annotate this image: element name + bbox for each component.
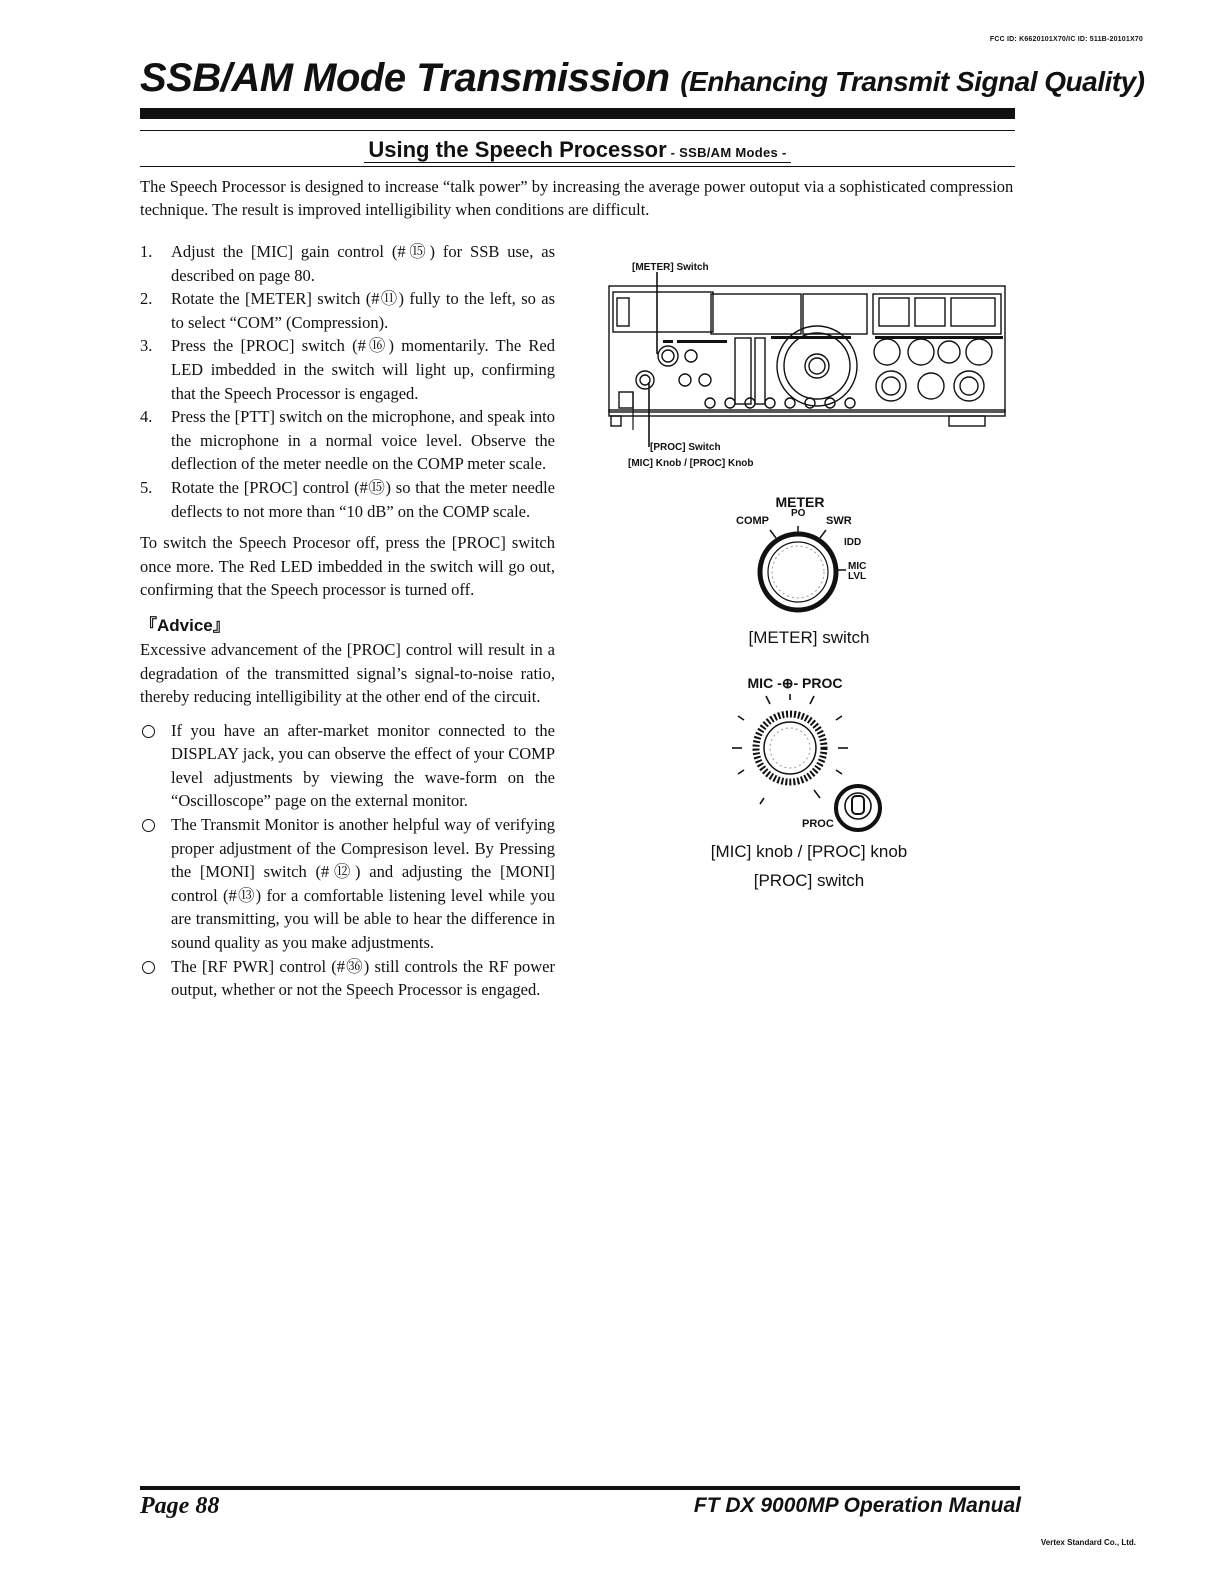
steps-list [140, 240, 555, 523]
list-item: 2. Rotate the [METER] switch (#⑪) fully to the left, so as to select “COM” (Compression). [140, 289, 555, 332]
left-column [140, 240, 555, 1002]
meter-switch-label: [METER] Switch [632, 262, 709, 273]
mic-proc-knob-icon [728, 690, 888, 836]
notes-list [140, 719, 555, 1002]
meter-knob-icon [750, 524, 850, 624]
meter-knob-title: METER [775, 494, 825, 510]
section-title: Using the Speech Processor - SSB/AM Modes - [364, 137, 790, 163]
title-bar [140, 108, 1015, 119]
bullet-circle-icon [142, 961, 155, 974]
list-item: 3. Press the [PROC] switch (#⑯) momentarily. The Red LED imbedded in the switch will light up, confirming that the Speech Processor is engaged. [140, 336, 555, 403]
page-number: Page 88 [140, 1493, 220, 1519]
section-heading [140, 137, 1015, 163]
list-item: 5. Rotate the [PROC] control (#⑮) so that the meter needle deflects to not more than “10 dB” on the COMP scale. [140, 477, 555, 521]
mic-proc-knob-label: [MIC] Knob / [PROC] Knob [628, 458, 754, 469]
page-title-main: SSB/AM Mode Transmission [140, 56, 670, 100]
proc-switch-label: [PROC] Switch [650, 442, 721, 453]
list-item: 4. Press the [PTT] switch on the microphone, and speak into the microphone in a normal voice level. Observe the deflection of the meter needle on the COMP meter scale. [140, 407, 555, 474]
processor-off-paragraph: To switch the Speech Procesor off, press the [PROC] switch once more. The Red LED imbedded in the switch will go out, confirming that the Speech processor is turned off. [140, 533, 555, 600]
mic-proc-caption: [MIC] knob / [PROC] knob [710, 842, 908, 861]
mic-proc-title: MIC -⊕- PROC [747, 675, 843, 691]
page-title-paren: (Enhancing Transmit Signal Quality) [680, 66, 1145, 97]
list-item: The [RF PWR] control (#㊱) still controls the RF power output, whether or not the Speech Processor is engaged. [140, 955, 555, 1002]
advice-text: Excessive advancement of the [PROC] control will result in a degradation of the transmitted signal’s signal-to-noise ratio, thereby reducing intelligibility at the other end of the circuit. [140, 639, 555, 707]
meter-mic-lvl-label: MIC LVL [848, 561, 867, 582]
meter-comp-label: COMP [736, 515, 769, 527]
intro-paragraph: The Speech Processor is designed to increase “talk power” by increasing the average power outoput via a sophisticated compression technique. The result is improved intelligibility when conditions are difficult. [140, 177, 1014, 219]
bullet-circle-icon [142, 725, 155, 738]
fcc-id: FCC ID: K6620101X70/IC ID: 511B-20101X70 [989, 36, 1143, 43]
meter-swr-label: SWR [826, 515, 852, 527]
divider [140, 130, 1015, 131]
meter-switch-caption: [METER] switch [748, 628, 870, 647]
company-name: Vertex Standard Co., Ltd. [1040, 1538, 1136, 1547]
footer-bar [140, 1486, 1020, 1490]
meter-idd-label: IDD [844, 537, 862, 548]
proc-switch-small-label: PROC [802, 818, 834, 830]
list-item: 1. Adjust the [MIC] gain control (#⑮) for SSB use, as described on page 80. [140, 242, 555, 285]
radio-front-panel [605, 272, 1010, 447]
bullet-circle-icon [142, 819, 155, 832]
page-title [140, 54, 1145, 106]
proc-switch-caption: [PROC] switch [753, 871, 865, 890]
advice-heading: 『Advice』 [140, 615, 230, 635]
list-item: If you have an after-market monitor connected to the DISPLAY jack, you can observe the effect of your COMP level adjustments by viewing the wave-form on the “Oscilloscope” page on the external monitor. [140, 719, 555, 813]
manual-title: FT DX 9000MP Operation Manual [693, 1494, 1021, 1517]
section-subtitle: - SSB/AM Modes - [666, 145, 787, 160]
meter-po-label: PO [791, 508, 806, 519]
list-item: The Transmit Monitor is another helpful way of verifying proper adjustment of the Compresison level. By Pressing the [MONI] switch (#⑫) and adjusting the [MONI] control (#⑬) for a comfortable listening level while you are transmitting, you will be able to hear the difference in sound quality as you make adjustments. [140, 813, 555, 955]
divider [140, 166, 1015, 167]
